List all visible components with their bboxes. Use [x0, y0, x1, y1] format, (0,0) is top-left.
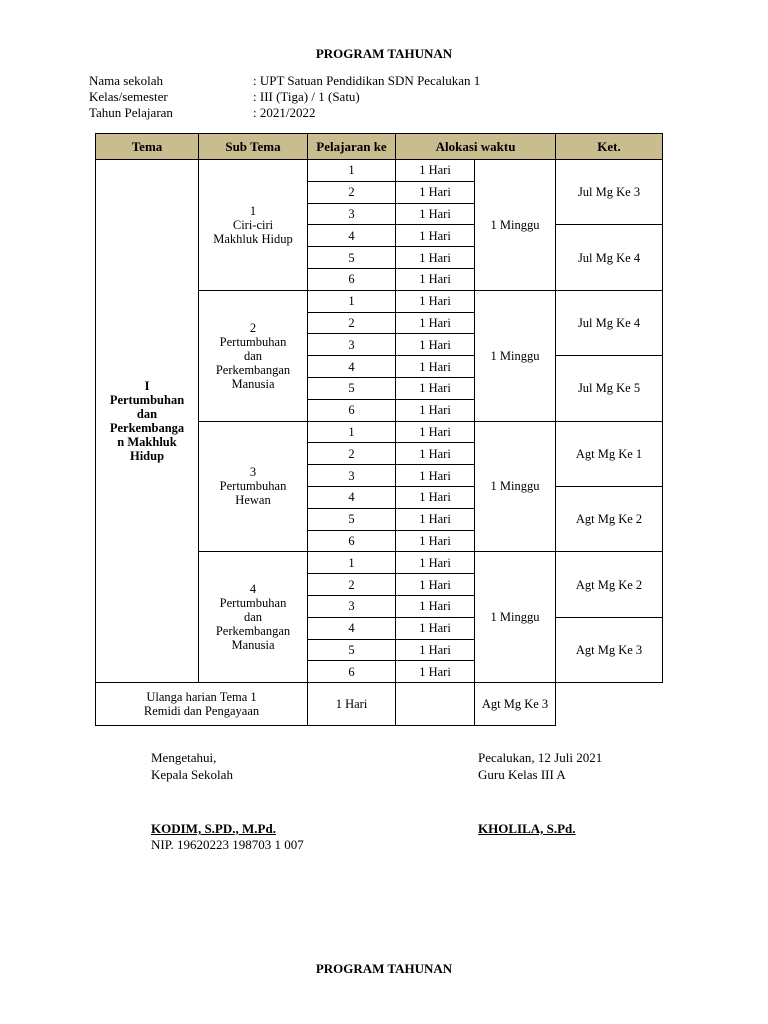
lesson-time: 1 Hari: [396, 181, 475, 203]
cell-line: 2: [249, 320, 257, 335]
document-title-next-page: PROGRAM TAHUNAN: [315, 961, 453, 976]
lesson-number: 1: [308, 160, 396, 182]
lesson-number: 6: [308, 268, 396, 290]
lesson-number: 3: [308, 334, 396, 356]
cell-line: Hidup: [129, 449, 165, 464]
cell-line: 1: [249, 203, 257, 218]
lesson-time: 1 Hari: [396, 486, 475, 508]
cell-line: 3: [249, 465, 257, 480]
signature-right: [478, 749, 602, 783]
lesson-time: 1 Hari: [396, 443, 475, 465]
lesson-time: 1 Hari: [396, 617, 475, 639]
cell-line: Pertumbuhan: [219, 596, 287, 611]
ket-cell: Agt Mg Ke 2: [556, 486, 663, 551]
header-tema: Tema: [96, 134, 199, 160]
sign-right-line1: Pecalukan, 12 Juli 2021: [478, 750, 603, 765]
subtema-cell: [199, 552, 308, 683]
lesson-time: 1 Hari: [396, 530, 475, 552]
sign-right-line2: Guru Kelas III A: [478, 767, 566, 782]
cell-line: dan: [243, 348, 263, 363]
lesson-time: 1 Hari: [396, 552, 475, 574]
table-body: [96, 160, 663, 726]
lesson-number: 6: [308, 661, 396, 683]
sign-left-line2: Kepala Sekolah: [151, 767, 233, 782]
info-value: : 2021/2022: [253, 105, 316, 120]
cell-line: I: [144, 379, 150, 394]
cell-line: Perkembangan: [215, 362, 291, 377]
lesson-time: 1 Hari: [396, 247, 475, 269]
lesson-time: 1 Hari: [396, 377, 475, 399]
ket-cell: Agt Mg Ke 3: [556, 617, 663, 682]
lesson-number: 1: [308, 421, 396, 443]
lesson-number: 4: [308, 486, 396, 508]
sign-left-line1: Mengetahui,: [151, 750, 217, 765]
info-label: Kelas/semester: [89, 89, 168, 104]
table-row-remedial: [96, 683, 663, 726]
lesson-number: 3: [308, 203, 396, 225]
info-label: Tahun Pelajaran: [89, 105, 173, 120]
lesson-time: 1 Hari: [396, 595, 475, 617]
cell-line: Makhluk Hidup: [213, 231, 293, 246]
lesson-number: 5: [308, 247, 396, 269]
cell-line: Perkembangan: [215, 624, 291, 639]
alokasi-cell: 1 Minggu: [475, 421, 556, 552]
cell-line: Pertumbuhan: [219, 334, 287, 349]
lesson-number: 1: [308, 552, 396, 574]
subtema-cell: [199, 160, 308, 291]
lesson-number: 4: [308, 356, 396, 378]
alokasi-cell: 1 Minggu: [475, 552, 556, 683]
lesson-number: 2: [308, 443, 396, 465]
lesson-time: 1 Hari: [396, 465, 475, 487]
cell-line: 4: [249, 582, 257, 597]
cell-line: Manusia: [231, 376, 275, 391]
lesson-time: 1 Hari: [396, 290, 475, 312]
remedial-label: [96, 683, 308, 726]
lesson-number: 2: [308, 312, 396, 334]
cell-line: Pertumbuhan: [109, 393, 185, 408]
cell-line: dan: [243, 610, 263, 625]
ket-cell: Jul Mg Ke 5: [556, 356, 663, 421]
lesson-time: 1 Hari: [396, 661, 475, 683]
lesson-number: 2: [308, 574, 396, 596]
cell-line: Perkembanga: [109, 421, 185, 436]
ket-cell: Jul Mg Ke 4: [556, 290, 663, 355]
lesson-time: 1 Hari: [396, 508, 475, 530]
info-value: : UPT Satuan Pendidikan SDN Pecalukan 1: [253, 73, 481, 88]
teacher-name: KHOLILA, S.Pd.: [478, 821, 576, 836]
remedial-ket: Agt Mg Ke 3: [475, 683, 556, 726]
info-row-class: [89, 89, 480, 105]
header-alokasi: Alokasi waktu: [396, 134, 556, 160]
subtema-cell: [199, 290, 308, 421]
header-ket: Ket.: [556, 134, 663, 160]
lesson-number: 3: [308, 465, 396, 487]
lesson-number: 5: [308, 508, 396, 530]
cell-line: Ciri-ciri: [232, 217, 274, 232]
ket-cell: Jul Mg Ke 4: [556, 225, 663, 290]
cell-line: Hewan: [235, 493, 271, 508]
lesson-number: 3: [308, 595, 396, 617]
ket-cell: Jul Mg Ke 3: [556, 160, 663, 225]
lesson-time: 1 Hari: [396, 356, 475, 378]
lesson-time: 1 Hari: [396, 574, 475, 596]
lesson-number: 6: [308, 530, 396, 552]
lesson-number: 4: [308, 225, 396, 247]
table-row: [96, 160, 663, 182]
info-value: : III (Tiga) / 1 (Satu): [253, 89, 360, 104]
lesson-time: 1 Hari: [396, 639, 475, 661]
lesson-time: 1 Hari: [396, 399, 475, 421]
header-subtema: Sub Tema: [199, 134, 308, 160]
principal-name: KODIM, S.PD., M.Pd.: [151, 821, 276, 836]
document-title: PROGRAM TAHUNAN: [315, 46, 453, 61]
cell-line: n Makhluk: [117, 435, 177, 450]
lesson-number: 6: [308, 399, 396, 421]
header-pelajaran: Pelajaran ke: [308, 134, 396, 160]
signature-right-name: [478, 821, 576, 837]
lesson-time: 1 Hari: [396, 203, 475, 225]
school-info: [89, 73, 480, 121]
signature-left-name: [151, 821, 304, 853]
remedial-time: 1 Hari: [308, 683, 396, 726]
lesson-time: 1 Hari: [396, 421, 475, 443]
lesson-time: 1 Hari: [396, 268, 475, 290]
lesson-time: 1 Hari: [396, 334, 475, 356]
table-header-row: [96, 134, 663, 160]
info-label: Nama sekolah: [89, 73, 164, 88]
subtema-cell: [199, 421, 308, 552]
lesson-number: 1: [308, 290, 396, 312]
lesson-time: 1 Hari: [396, 160, 475, 182]
remedial-alokasi: [396, 683, 475, 726]
cell-line: Manusia: [231, 638, 275, 653]
ket-cell: Agt Mg Ke 1: [556, 421, 663, 486]
info-row-school: [89, 73, 480, 89]
lesson-time: 1 Hari: [396, 225, 475, 247]
signature-left: [151, 749, 233, 783]
program-table: [95, 133, 663, 726]
ket-cell: Agt Mg Ke 2: [556, 552, 663, 617]
lesson-number: 5: [308, 377, 396, 399]
alokasi-cell: 1 Minggu: [475, 160, 556, 291]
lesson-number: 2: [308, 181, 396, 203]
cell-line: dan: [136, 407, 158, 422]
alokasi-cell: 1 Minggu: [475, 290, 556, 421]
lesson-number: 4: [308, 617, 396, 639]
cell-line: Pertumbuhan: [219, 479, 287, 494]
lesson-number: 5: [308, 639, 396, 661]
cell-line: Remidi dan Pengayaan: [143, 704, 260, 719]
cell-line: Ulanga harian Tema 1: [146, 690, 257, 705]
tema-cell: [96, 160, 199, 683]
lesson-time: 1 Hari: [396, 312, 475, 334]
principal-nip: NIP. 19620223 198703 1 007: [151, 837, 304, 852]
info-row-year: [89, 105, 480, 121]
